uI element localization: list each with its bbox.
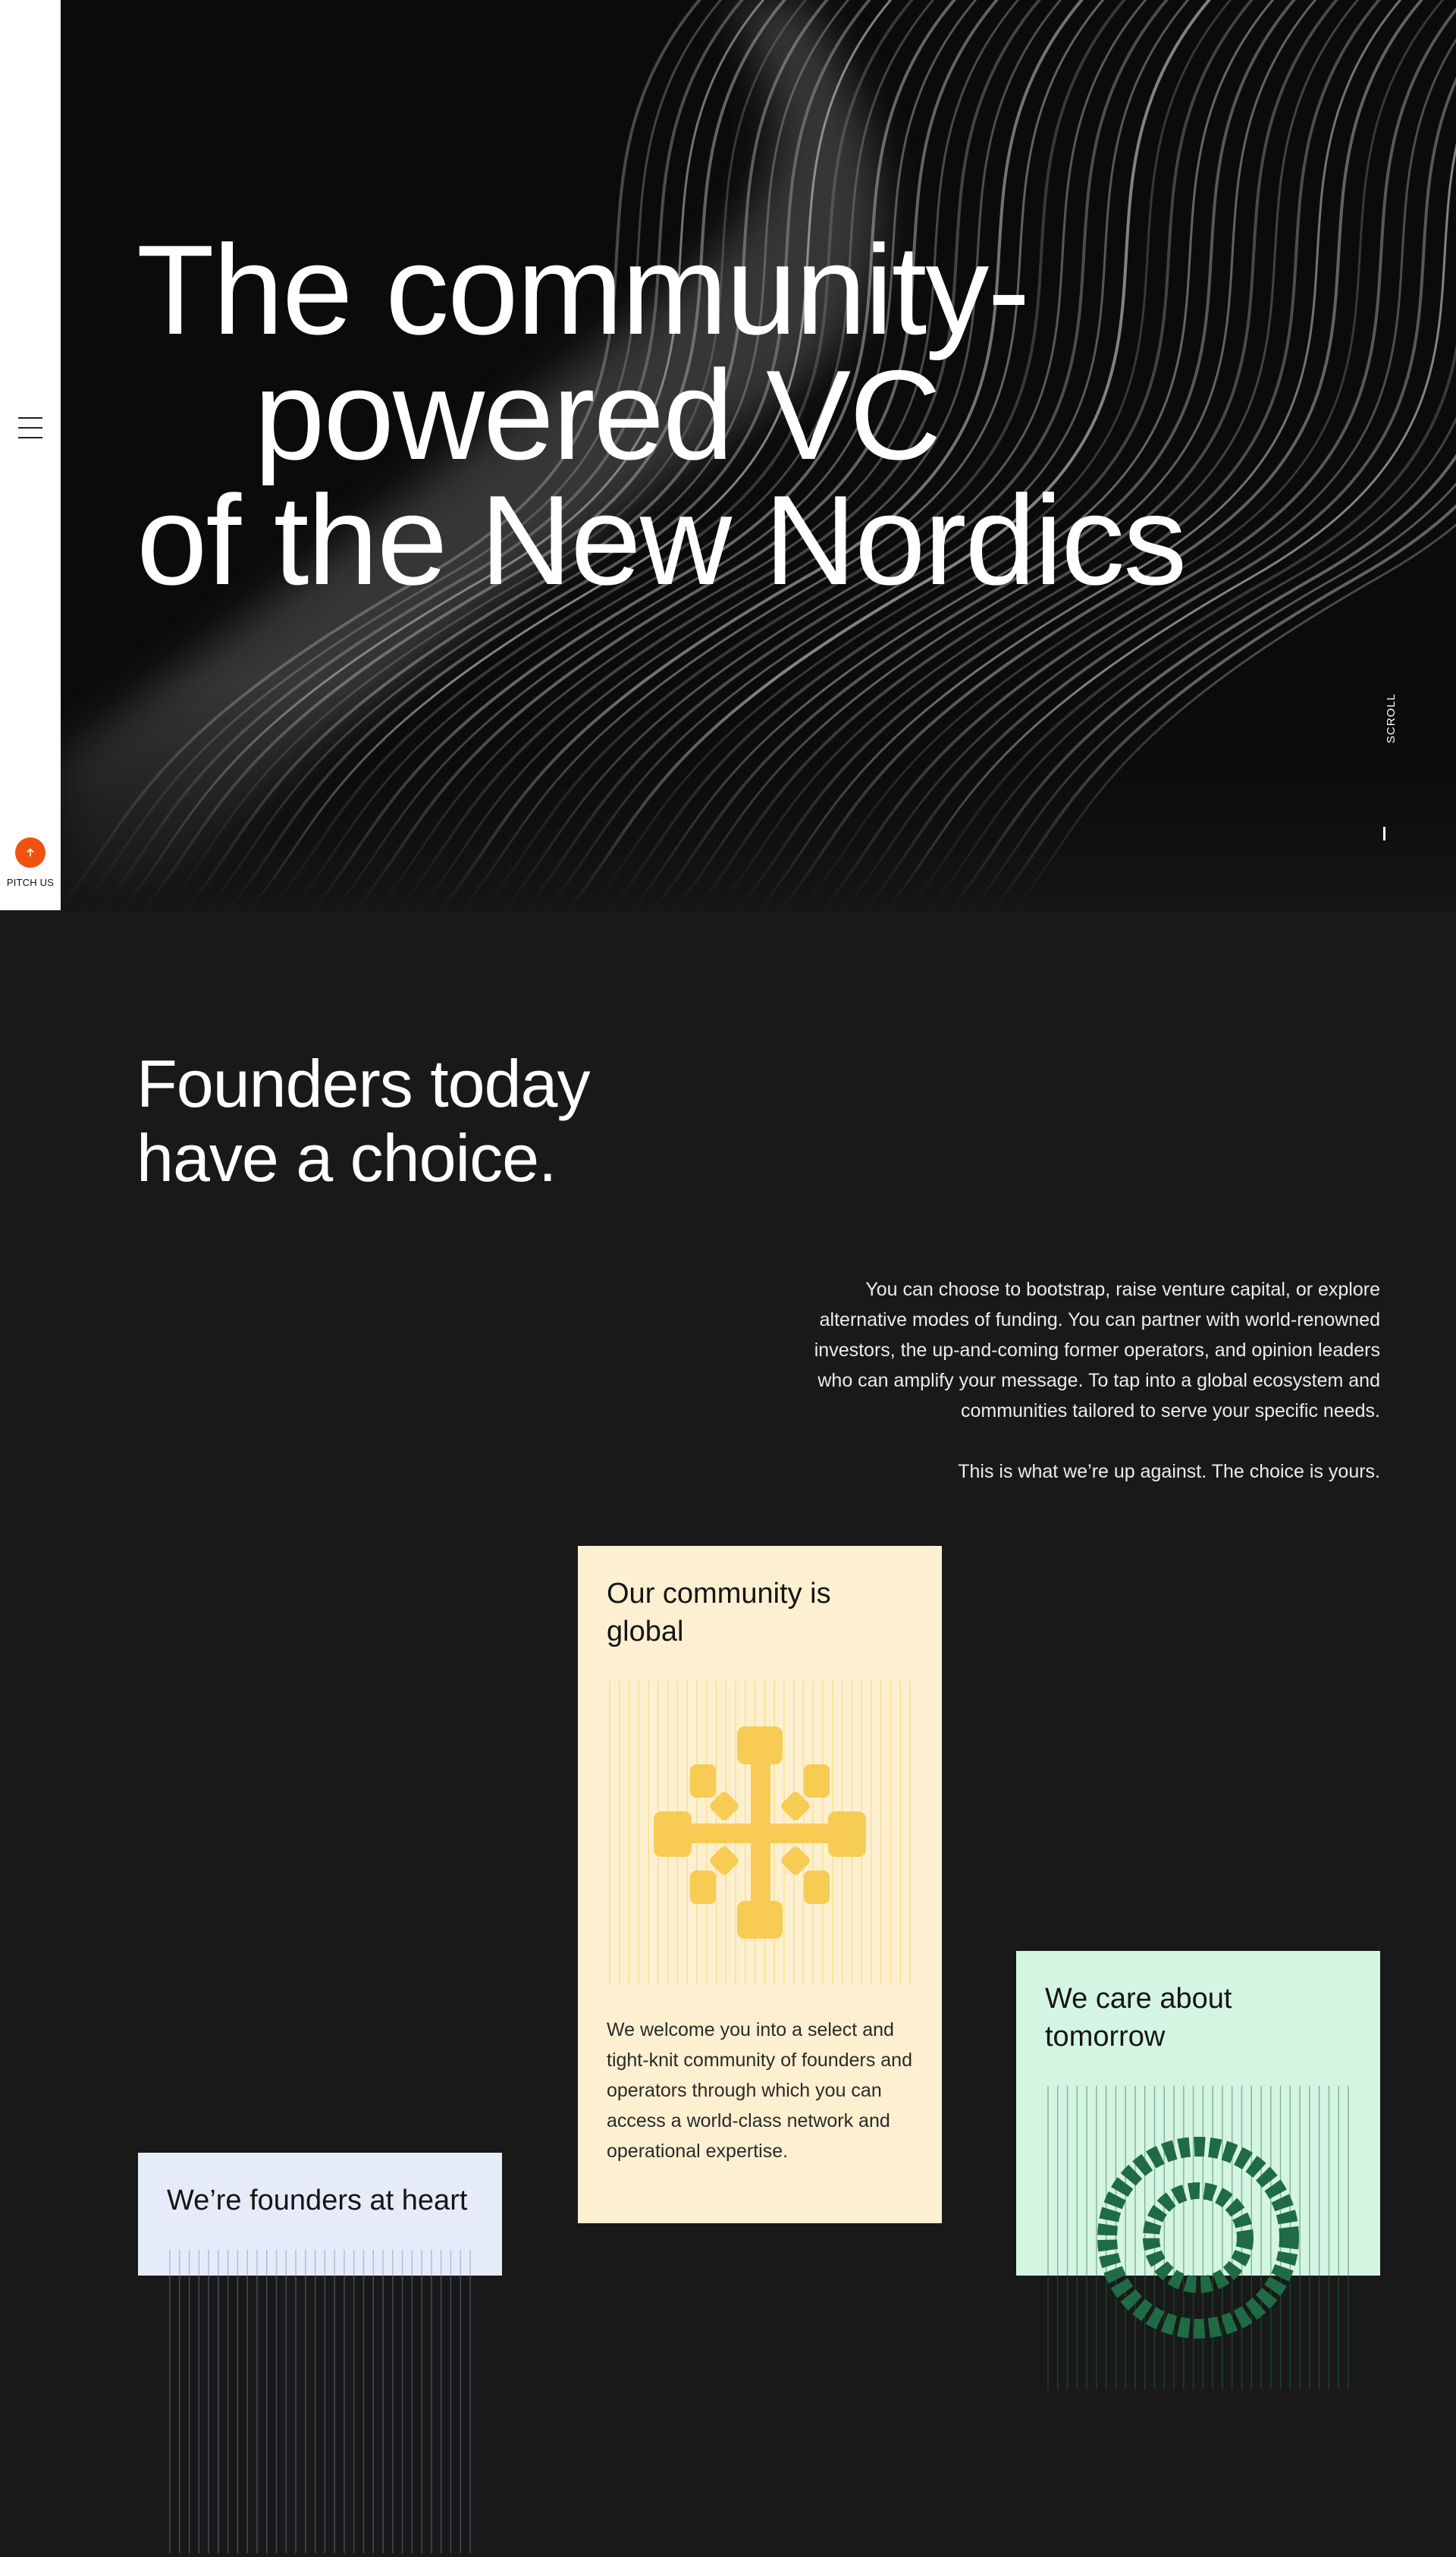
founders-card[interactable]: [138, 2153, 502, 2276]
hero-section: [61, 0, 1456, 910]
menu-bar: [18, 427, 42, 429]
pitch-us-label[interactable]: PITCH US: [6, 877, 55, 888]
section-title-line: Founders today: [136, 1046, 590, 1121]
menu-bar: [18, 437, 42, 438]
menu-bar: [18, 417, 42, 419]
hamburger-menu-icon[interactable]: [17, 416, 44, 440]
community-card[interactable]: [578, 1546, 942, 2223]
hero-title-line: powered VC: [254, 344, 940, 486]
intro-paragraph: This is what we’re up against. The choice is yours.: [958, 1461, 1380, 1482]
section-title: [136, 1047, 590, 1195]
hero-title-line: of the New Nordics: [136, 469, 1186, 611]
card-body: We welcome you into a select and tight-knit community of founders and operators through which you can access a world-class network and operational expertise.: [607, 2019, 912, 2162]
hero-title: [136, 218, 1186, 611]
intro-paragraph: You can choose to bootstrap, raise venture capital, or explore alternative modes of funding. You can partner with world-renowned investors, the up-and-coming former operators, and opinion leaders who can amplify your message. To tap into a global ecosystem and communities tailored to serve your specific needs.: [814, 1279, 1380, 1421]
card-title: We’re founders at heart: [167, 2185, 468, 2216]
pitch-us-button[interactable]: [0, 837, 61, 888]
card-title: Our community is global: [607, 1578, 831, 1648]
scroll-indicator-label[interactable]: SCROLL: [1385, 693, 1398, 743]
tomorrow-card[interactable]: [1016, 1951, 1380, 2276]
scroll-indicator-line: [1383, 827, 1385, 840]
card-art: [167, 2250, 473, 2553]
hero-title-line: The community-: [136, 218, 1029, 361]
intro-text: [789, 1274, 1380, 1487]
left-sidebar: [0, 0, 61, 910]
card-title: We care about tomorrow: [1045, 1983, 1232, 2053]
upload-arrow-icon[interactable]: [15, 837, 46, 868]
ring-swirl-icon: [1045, 2086, 1351, 2389]
snowflake-cross-icon: [607, 1681, 913, 1984]
section-title-line: have a choice.: [136, 1120, 557, 1195]
